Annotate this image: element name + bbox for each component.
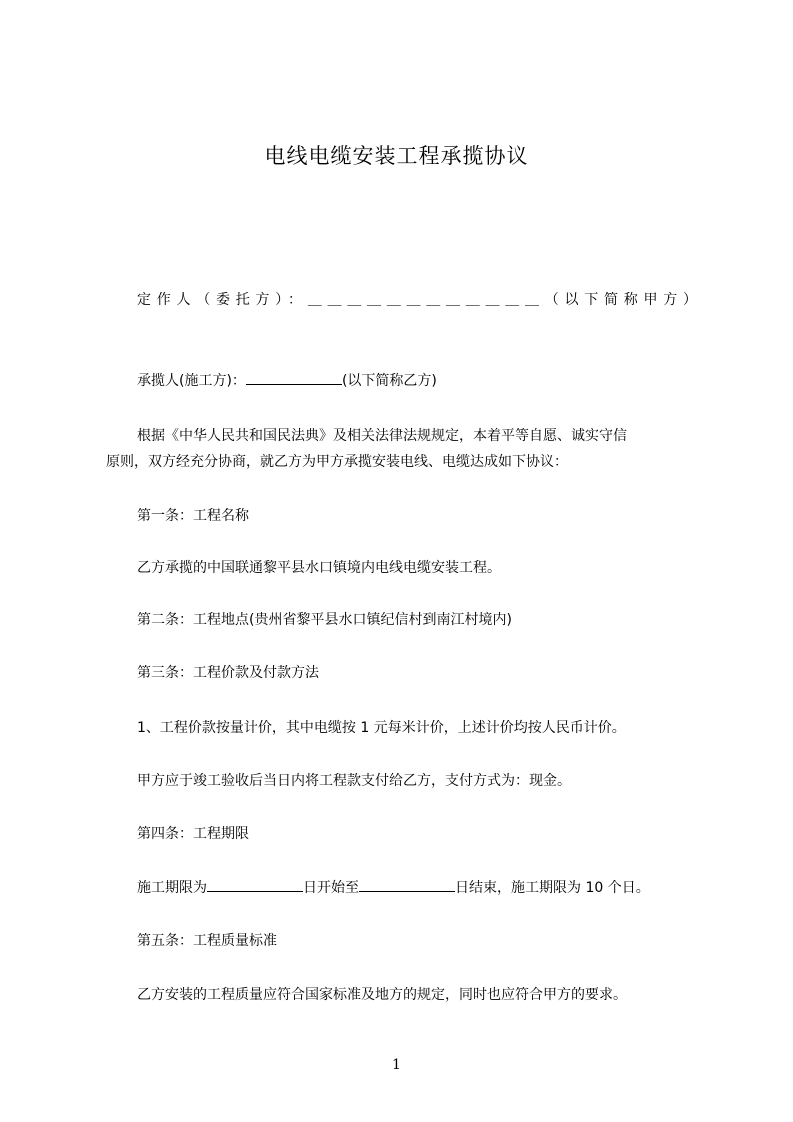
article-2-heading: 第二条：工程地点(贵州省黎平县水口镇纪信村到南江村境内) bbox=[137, 612, 512, 628]
end-date-blank bbox=[359, 877, 455, 892]
page-number: 1 bbox=[392, 1057, 401, 1073]
article-3-payment: 甲方应于竣工验收后当日内将工程款支付给乙方，支付方式为：现金。 bbox=[137, 773, 571, 789]
start-date-blank bbox=[207, 877, 303, 892]
party-b-prefix: 承揽人(施工方)： bbox=[137, 373, 246, 389]
article-3-heading: 第三条：工程价款及付款方法 bbox=[137, 665, 319, 681]
article-5-heading: 第五条：工程质量标准 bbox=[137, 933, 277, 949]
party-b-blank bbox=[246, 370, 342, 385]
party-b-line bbox=[137, 370, 437, 392]
article-1-text: 乙方承揽的中国联通黎平县水口镇境内电线电缆安装工程。 bbox=[137, 560, 501, 576]
party-a-line: 定作人（委托方）：＿＿＿＿＿＿＿＿＿＿＿＿（以下简称甲方） bbox=[137, 292, 697, 308]
article-4-middle: 日开始至 bbox=[303, 880, 359, 896]
article-4-prefix: 施工期限为 bbox=[137, 880, 207, 896]
party-b-suffix: (以下简称乙方) bbox=[341, 373, 437, 389]
article-4-text bbox=[137, 877, 650, 899]
article-1-heading: 第一条：工程名称 bbox=[137, 508, 249, 524]
article-4-suffix: 日结束，施工期限为 10 个日。 bbox=[455, 880, 650, 896]
document-title: 电线电缆安装工程承揽协议 bbox=[264, 144, 529, 168]
intro-line-1: 根据《中华人民共和国民法典》及相关法律法规规定，本着平等自愿、诚实守信 bbox=[137, 428, 627, 444]
intro-line-2: 原则，双方经充分协商，就乙方为甲方承揽安装电线、电缆达成如下协议： bbox=[106, 454, 568, 470]
article-5-text: 乙方安装的工程质量应符合国家标准及地方的规定，同时也应符合甲方的要求。 bbox=[137, 987, 627, 1003]
article-4-heading: 第四条：工程期限 bbox=[137, 826, 249, 842]
article-3-item-1: 1、工程价款按量计价，其中电缆按 1 元每米计价，上述计价均按人民币计价。 bbox=[137, 720, 626, 736]
